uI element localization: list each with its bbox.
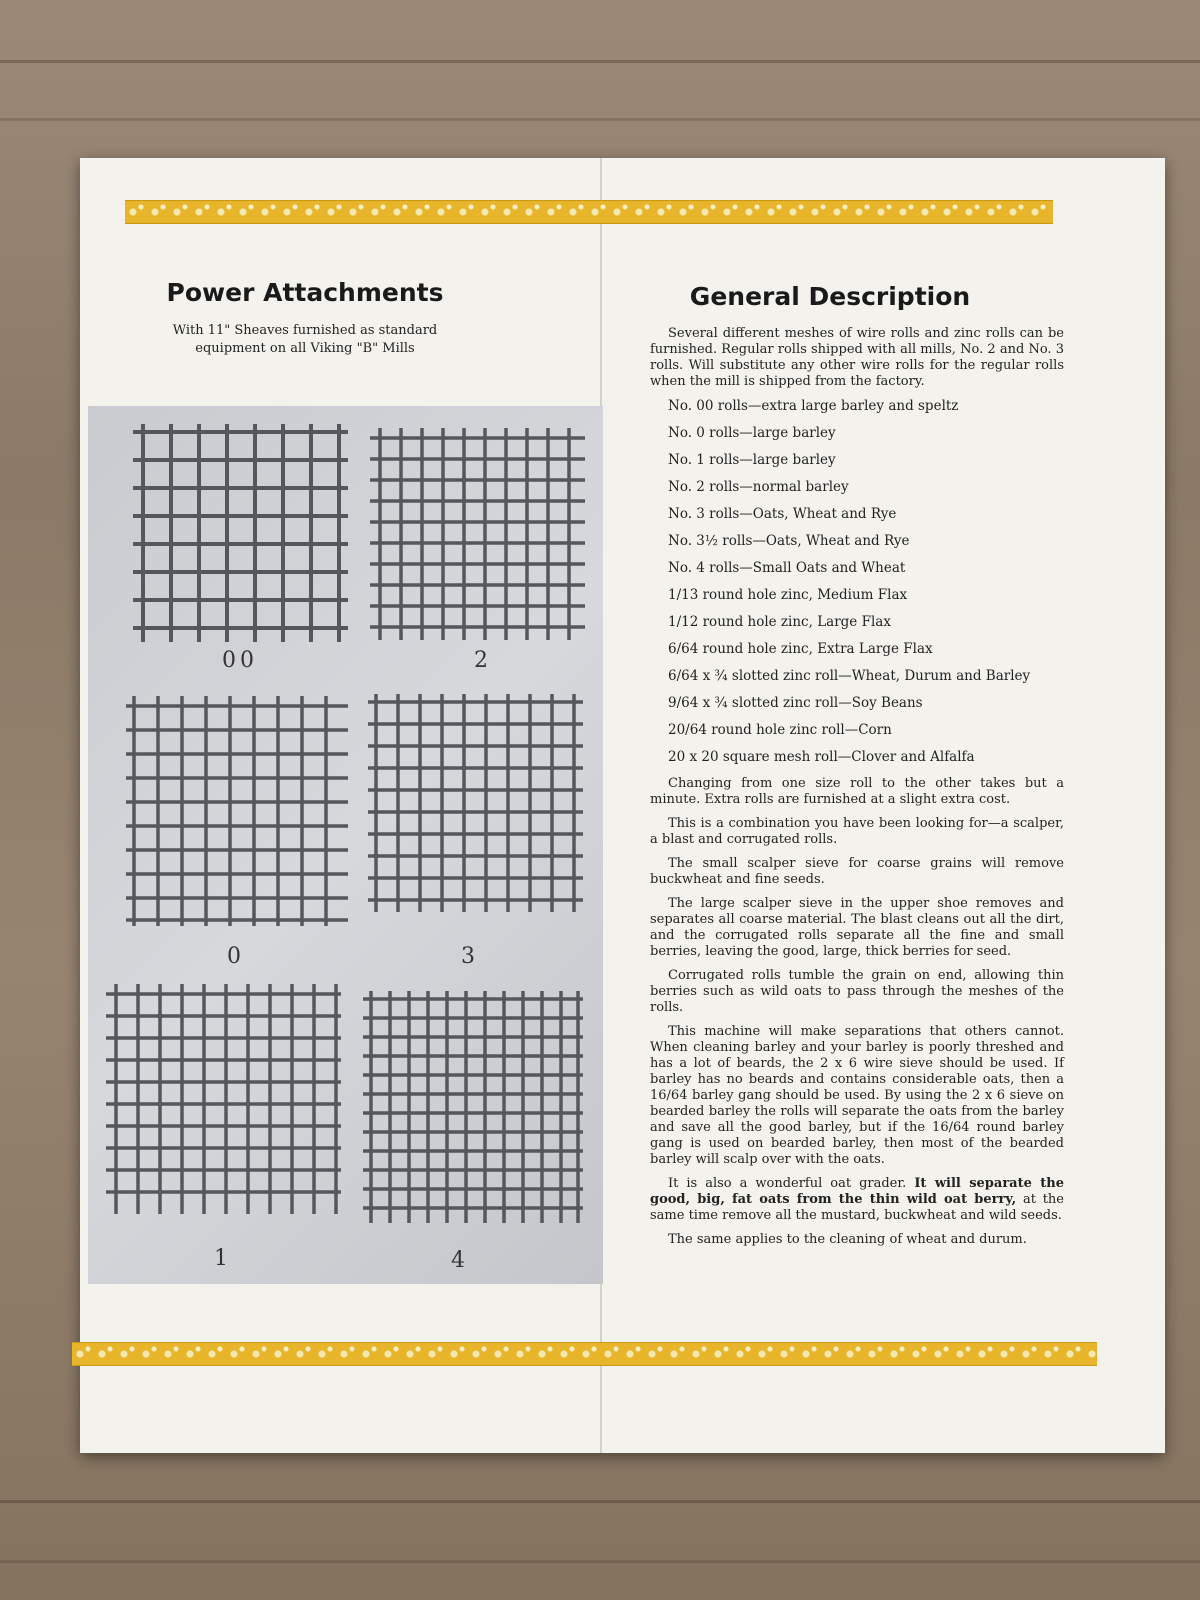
oat-grader-paragraph xyxy=(650,1176,1064,1224)
mesh-0-label: 0 xyxy=(227,944,245,969)
mesh-2-label: 2 xyxy=(474,648,492,673)
power-attachments-subtitle: With 11" Sheaves furnished as standard equipment on all Viking "B" Mills xyxy=(172,323,438,356)
oat-para-bold: It will separate the good, big, fat oats from the thin wild oat berry, xyxy=(650,1176,1064,1207)
roll-item: No. 4 rolls—Small Oats and Wheat xyxy=(668,560,906,576)
roll-item: No. 3½ rolls—Oats, Wheat and Rye xyxy=(668,533,910,549)
roll-mesh-photo xyxy=(88,406,603,1284)
roll-item: No. 00 rolls—extra large barley and speltz xyxy=(668,398,959,414)
brochure-page xyxy=(80,158,1165,1453)
roll-item: No. 3 rolls—Oats, Wheat and Rye xyxy=(668,506,897,522)
roll-item: 9/64 x ¾ slotted zinc roll—Soy Beans xyxy=(668,695,923,711)
roll-list xyxy=(650,398,1064,765)
mesh-4-image xyxy=(363,991,583,1223)
description-text xyxy=(650,326,1064,1256)
roll-item: 20 x 20 square mesh roll—Clover and Alfalfa xyxy=(668,749,975,765)
roll-item: 1/12 round hole zinc, Large Flax xyxy=(668,614,891,630)
mesh-3-image xyxy=(368,694,583,912)
oat-para-end: at the same time remove all the mustard, buckwheat and wild seeds. xyxy=(650,1192,1064,1223)
oat-para-start: It is also a wonderful oat grader. xyxy=(668,1176,907,1191)
body-paragraph: Corrugated rolls tumble the grain on end, allowing thin berries such as wild oats to pass through the meshes of the rolls. xyxy=(650,968,1064,1015)
power-attachments-title: Power Attachments xyxy=(166,278,444,307)
mesh-3-label: 3 xyxy=(461,944,479,969)
mesh-1-image xyxy=(106,984,341,1214)
mesh-0-image xyxy=(126,696,348,926)
body-paragraph: This machine will make separations that others cannot. When cleaning barley and your barley is poorly threshed and has a lot of beards, the 2 x 6 wire sieve should be used. If barley has no beards and contains considerable oats, then a 16/64 barley gang should be used. By using the 2 x 6 sieve on bearded barley the rolls will separate the oats from the barley and save all the good barley, but if the 16/64 round barley gang is used on bearded barley, then most of the bearded barley will scalp over with the oats. xyxy=(650,1024,1064,1167)
roll-item: 6/64 round hole zinc, Extra Large Flax xyxy=(668,641,933,657)
roll-item: 20/64 round hole zinc roll—Corn xyxy=(668,722,892,738)
mesh-1-label: 1 xyxy=(214,1246,232,1271)
roll-item: 1/13 round hole zinc, Medium Flax xyxy=(668,587,908,603)
intro-paragraph: Several different meshes of wire rolls and zinc rolls can be furnished. Regular rolls shipped with all mills, No. 2 and No. 3 rolls. Will substitute any other wire rolls for the regular rolls when the mill is shipped from the factory. xyxy=(650,326,1064,389)
general-description-title: General Description xyxy=(689,282,971,311)
body-paragraph: The small scalper sieve for coarse grains will remove buckwheat and fine seeds. xyxy=(650,856,1064,887)
mesh-00-image xyxy=(133,424,348,642)
mesh-2-image xyxy=(370,428,585,640)
body-paragraph: Changing from one size roll to the other takes but a minute. Extra rolls are furnished at a slight extra cost. xyxy=(650,776,1064,807)
top-ornamental-border xyxy=(125,200,1053,224)
bottom-ornamental-border xyxy=(72,1342,1097,1366)
roll-item: No. 2 rolls—normal barley xyxy=(668,479,849,495)
roll-item: No. 1 rolls—large barley xyxy=(668,452,836,468)
roll-item: No. 0 rolls—large barley xyxy=(668,425,836,441)
mesh-4-label: 4 xyxy=(451,1248,469,1273)
body-paragraph: This is a combination you have been looking for—a scalper, a blast and corrugated rolls. xyxy=(650,816,1064,847)
mesh-00-label: 00 xyxy=(222,648,258,673)
closing-paragraph: The same applies to the cleaning of wheat and durum. xyxy=(668,1232,1027,1247)
roll-item: 6/64 x ¾ slotted zinc roll—Wheat, Durum and Barley xyxy=(668,668,1031,684)
body-paragraph: The large scalper sieve in the upper shoe removes and separates all coarse material. The blast cleans out all the dirt, and the corrugated rolls separate all the fine and small berries, leaving the good, large, thick berries for seed. xyxy=(650,896,1064,959)
